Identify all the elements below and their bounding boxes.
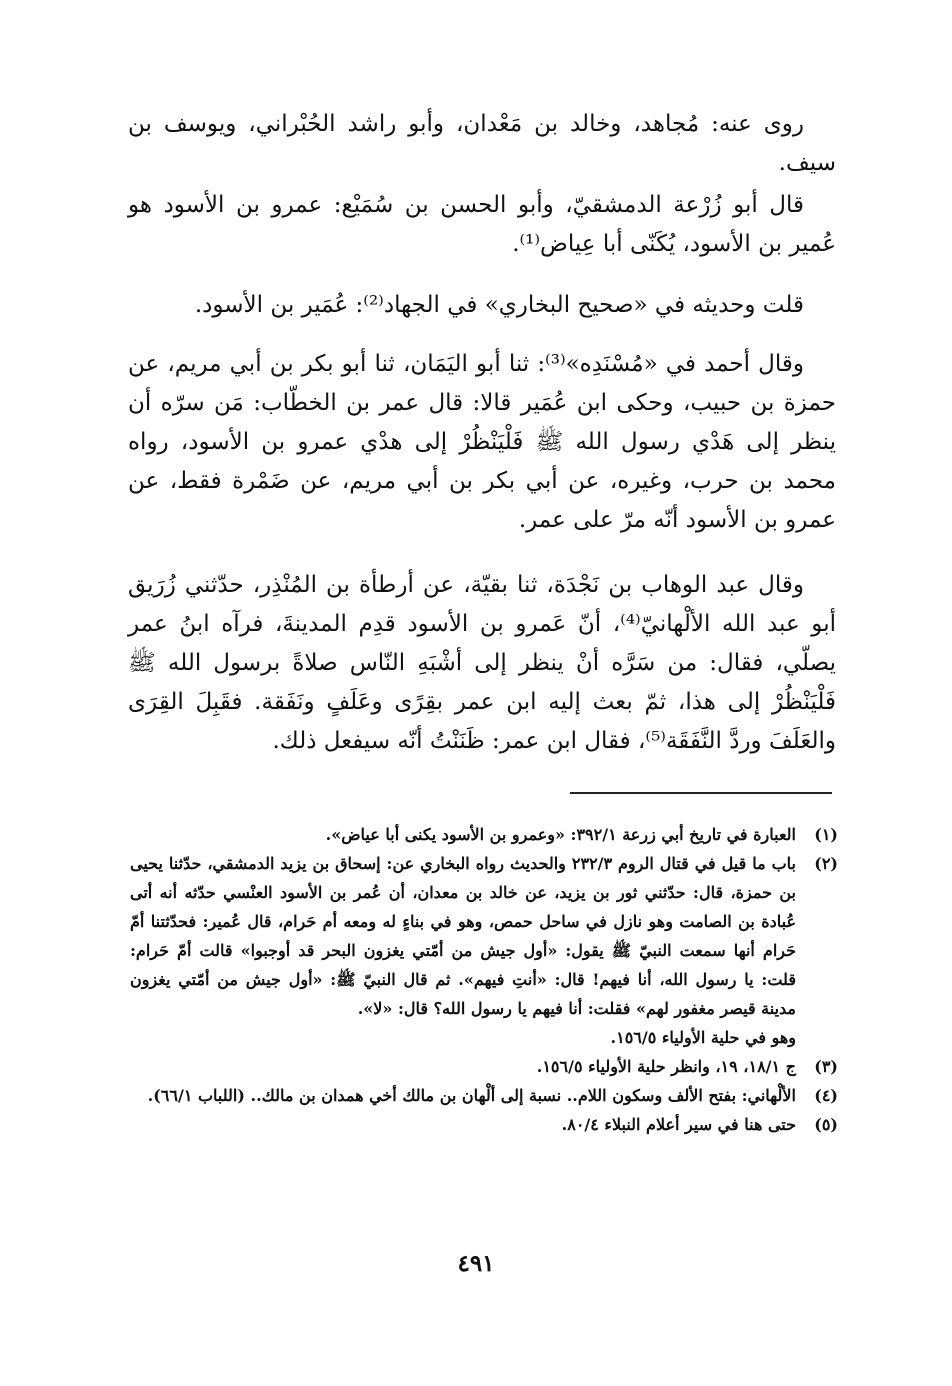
footnote-2 bbox=[130, 849, 838, 1023]
footnote-text: العبارة في تاريخ أبي زرعة ٣٩٢/١: «وعمرو بن الأسود يكنى أبا عياض». bbox=[325, 825, 796, 844]
footnote-text: باب ما قيل في قتال الروم ٢٣٢/٣ والحديث رواه البخاري عن: إسحاق بن يزيد الدمشقي، حدّثنا يحيى بن حمزة، قال: حدّثني ثور بن يزيد، عن خالد بن معدان، أن عُمر بن الأسود العنْسي حدّثه أنه أتى عُبادة بن الصامت وهو نازل في ساحل حمص، وهو في بناءٍ له ومعه أم حَرام، قال عُمير: فحدّثتنا أمّ حَرام أنها سمعت النبيّ ﷺ يقول: «أول جيش من أمّتي يغزون البحر قد أوجبوا» قالت أمّ حَرام: قلت: يا رسول الله، أنا فيهم! قال: «أنتِ فيهم». ثم قال النبيّ ﷺ: «أول جيش من أمّتي يغزون مدينة قيصر مغفور لهم» فقلت: أنا فيهم يا رسول الله؟ قال: «لا». bbox=[130, 854, 796, 1018]
footnote-2-extra: وهو في حلية الأولياء ١٥٦/٥. bbox=[610, 1028, 796, 1047]
paragraph-kunya: قال أبو زُرْعة الدمشقيّ، وأبو الحسن بن سُمَيْع: عمرو بن الأسود هو عُمير بن الأسود، يُكَنّى أبا عِياض⁽¹⁾. bbox=[128, 192, 836, 257]
footnote-separator bbox=[570, 792, 832, 794]
footnote-1 bbox=[130, 820, 838, 849]
footnote-5 bbox=[130, 1110, 838, 1139]
footnote-text: الألْهاني: بفتح الألف وسكون اللام.. نسبة إلى ألْهان بن مالك أخي همدان بن مالك.. (اللباب ٦٦/١). bbox=[147, 1086, 796, 1105]
footnote-text: حتى هنا في سير أعلام النبلاء ٨٠/٤. bbox=[561, 1115, 796, 1134]
paragraph-ibn-umar: وقال عبد الوهاب بن نَجْدَة، ثنا بقيّة، عن أرطأة بن المُنْذِر، حدّثني زُرَيق أبو عبد الله الألْهانيّ⁽⁴⁾، أنّ عَمرو بن الأسود قدِم المدينةَ، فرآه ابنُ عمر يصلّي، فقال: من سَرَّه أنْ ينظر إلى أشْبَهِ النّاس صلاةً برسول الله ﷺ فَلْيَنْظُرْ إلى هذا، ثمّ بعث إليه ابن عمر بقِرًى وعَلَفٍ ونَفَقة. فقَبِلَ القِرَى والعَلَفَ وردَّ النَّفَقَة⁽⁵⁾، فقال ابن عمر: ظَنَنْتُ أنّه سيفعل ذلك. bbox=[128, 572, 836, 754]
footnote-number: (٢) bbox=[814, 854, 838, 873]
footnote-3 bbox=[130, 1052, 838, 1081]
paragraph-ahmad-musnad: وقال أحمد في «مُسْنَدِه»⁽³⁾: ثنا أبو اليَمَان، ثنا أبو بكر بن أبي مريم، عن حمزة بن حبيب، وحكى ابن عُمَير قالا: قال عمر بن الخطّاب: مَن سرّه أن ينظر إلى هَدْي رسول الله ﷺ فَلْيَنْظُرْ إلى هدْي عمرو بن الأسود، رواه محمد بن حرب، وغيره، عن أبي بكر بن أبي مريم، عن ضَمْرة فقط، عن عمرو بن الأسود أنّه مرّ على عمر. bbox=[128, 351, 836, 533]
page-number: ٤٩١ bbox=[457, 1250, 495, 1277]
footnote-4 bbox=[130, 1081, 838, 1110]
footnote-number: (٣) bbox=[814, 1057, 838, 1076]
footnotes bbox=[130, 820, 838, 1139]
footnote-number: (١) bbox=[814, 825, 838, 844]
footnote-text: ج ١٨/١، ١٩، وانظر حلية الأولياء ١٥٦/٥. bbox=[536, 1057, 796, 1076]
paragraph-narrators: روى عنه: مُجاهد، وخالد بن مَعْدان، وأبو راشد الحُبْراني، ويوسف بن سيف. bbox=[128, 111, 836, 176]
paragraph-bukhari: قلت وحديثه في «صحيح البخاري» في الجهاد⁽²⁾: عُمَير بن الأسود. bbox=[194, 292, 804, 318]
footnote-number: (٤) bbox=[814, 1086, 838, 1105]
footnote-number: (٥) bbox=[814, 1115, 838, 1134]
